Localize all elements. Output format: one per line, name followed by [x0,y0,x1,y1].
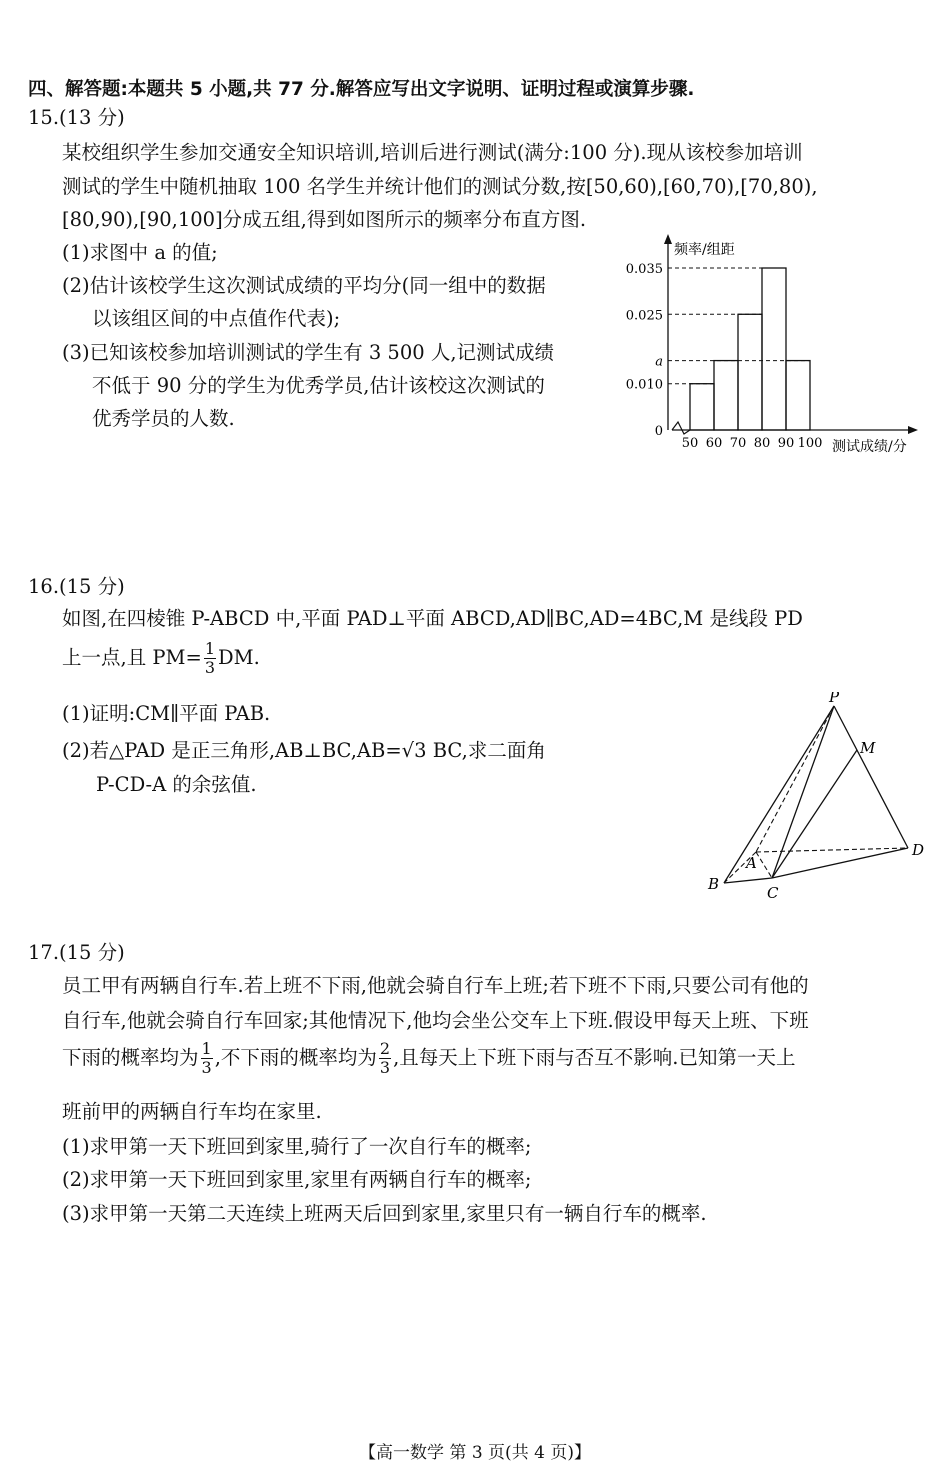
label-D: D [912,841,925,859]
q17-fraction-1-numerator: 1 [201,1039,212,1058]
q15-part-2: (2)估计该校学生这次测试成绩的平均分(同一组中的数据 [62,274,546,297]
q17-fraction-2-numerator: 2 [379,1039,391,1058]
q17-line-3 [62,1040,796,1076]
q16-fraction-denominator: 3 [204,657,216,677]
q15-stem-line-3: [80,90),[90,100]分成五组,得到如图所示的频率分布直方图. [62,208,587,231]
pyramid-figure [700,692,940,907]
q15-part-3: (3)已知该校参加培训测试的学生有 3 500 人,记测试成绩 [62,341,555,364]
y-tick-label: 0.035 [625,262,663,277]
section-title: 四、解答题:本题共 5 小题,共 77 分.解答应写出文字说明、证明过程或演算步骤. [28,79,695,100]
q17-line-4: 班前甲的两辆自行车均在家里. [62,1100,322,1123]
y-axis-arrow [664,234,672,244]
q15-part-2-cont: 以该组区间的中点值作代表); [92,307,341,330]
histogram-bar [714,361,738,430]
q17-part-2: (2)求甲第一天下班回到家里,家里有两辆自行车的概率; [62,1168,532,1191]
y-axis-label: 频率/组距 [674,242,735,258]
q16-fraction-numerator: 1 [204,639,216,658]
q17-line-1: 员工甲有两辆自行车.若上班不下雨,他就会骑自行车上班;若下班不下雨,只要公司有他的 [62,974,809,997]
histogram-bar [690,384,714,430]
q17-line-3-c: ,且每天上下班下雨与否互不影响.已知第一天上 [393,1046,796,1070]
q17-line-3-b: ,不下雨的概率均为 [214,1046,377,1070]
q16-stem-line-2-suffix: DM. [218,646,260,670]
label-C: C [767,884,779,902]
segment-AC-hidden [756,852,772,878]
q15-number: 15.(13 分) [28,106,125,129]
edge-PA-hidden [756,706,834,852]
x-axis-label: 测试成绩/分 [832,439,907,455]
histogram-y-ticks [626,262,663,439]
q15-stem-line-2: 测试的学生中随机抽取 100 名学生并统计他们的测试分数,按[50,60),[60,70),[70,80), [62,175,818,198]
histogram-bars [690,268,810,430]
q17-number: 17.(15 分) [28,941,125,964]
q17-line-2: 自行车,他就会骑自行车回家;其他情况下,他均会坐公交车上下班.假设甲每天上班、下班 [62,1009,809,1032]
page-footer: 【高一数学 第 3 页(共 4 页)】 [359,1443,591,1463]
q16-stem-line-2-prefix: 上一点,且 PM= [62,646,202,670]
segment-CM [772,750,857,878]
q15-stem-line-1: 某校组织学生参加交通安全知识培训,培训后进行测试(满分:100 分).现从该校参加培训 [62,141,803,164]
q17-fraction-1 [201,1040,213,1076]
q15-part-3-cont-1: 不低于 90 分的学生为优秀学员,估计该校这次测试的 [92,374,545,397]
q15-part-3-cont-2: 优秀学员的人数. [92,407,235,430]
q17-part-1: (1)求甲第一天下班回到家里,骑行了一次自行车的概率; [62,1135,532,1158]
q16-part-2-cont: P-CD-A 的余弦值. [96,773,257,796]
y-tick-label: a [655,354,663,370]
y-tick-label: 0.025 [625,308,663,324]
label-P: P [829,692,840,706]
q15-part-1: (1)求图中 a 的值; [62,241,218,264]
q17-line-3-a: 下雨的概率均为 [62,1046,199,1070]
histogram-bar [738,314,762,430]
x-tick-label: 50 [681,436,699,451]
label-M: M [860,739,876,757]
edge-PD [834,706,908,848]
q17-fraction-2-denominator: 3 [379,1057,391,1077]
q17-part-3: (3)求甲第一天第二天连续上班两天后回到家里,家里只有一辆自行车的概率. [62,1202,707,1225]
edge-BC [724,878,772,883]
edge-PB [724,706,834,883]
x-tick-label: 60 [705,436,723,451]
frequency-histogram [600,232,940,462]
q16-stem-line-2 [62,640,260,676]
histogram-bar [762,268,786,430]
y-tick-label: 0.010 [625,377,663,393]
x-tick-label: 90 [777,436,795,451]
x-tick-label: 80 [753,436,771,451]
q16-number: 16.(15 分) [28,575,125,598]
q16-part-2: (2)若△PAD 是正三角形,AB⊥BC,AB=√3 BC,求二面角 [62,739,546,762]
edge-AD-hidden [756,848,908,852]
edge-CD [772,848,908,878]
q17-fraction-2 [379,1040,391,1076]
label-A: A [746,854,757,872]
label-B: B [708,875,720,893]
q16-stem-line-1: 如图,在四棱锥 P-ABCD 中,平面 PAD⊥平面 ABCD,AD∥BC,AD=4BC,M 是线段 PD [62,607,803,630]
x-tick-label: 70 [729,436,747,451]
histogram-bar [786,361,810,430]
y-tick-label: 0 [654,424,663,439]
x-axis-arrow [908,426,918,434]
histogram-gridlines [668,268,810,384]
q17-fraction-1-denominator: 3 [201,1057,212,1077]
axis-break-zigzag [672,422,690,434]
q16-part-1: (1)证明:CM∥平面 PAB. [62,702,271,725]
histogram-x-ticks [682,436,823,451]
q16-fraction [204,640,216,676]
x-tick-label: 100 [797,436,823,451]
